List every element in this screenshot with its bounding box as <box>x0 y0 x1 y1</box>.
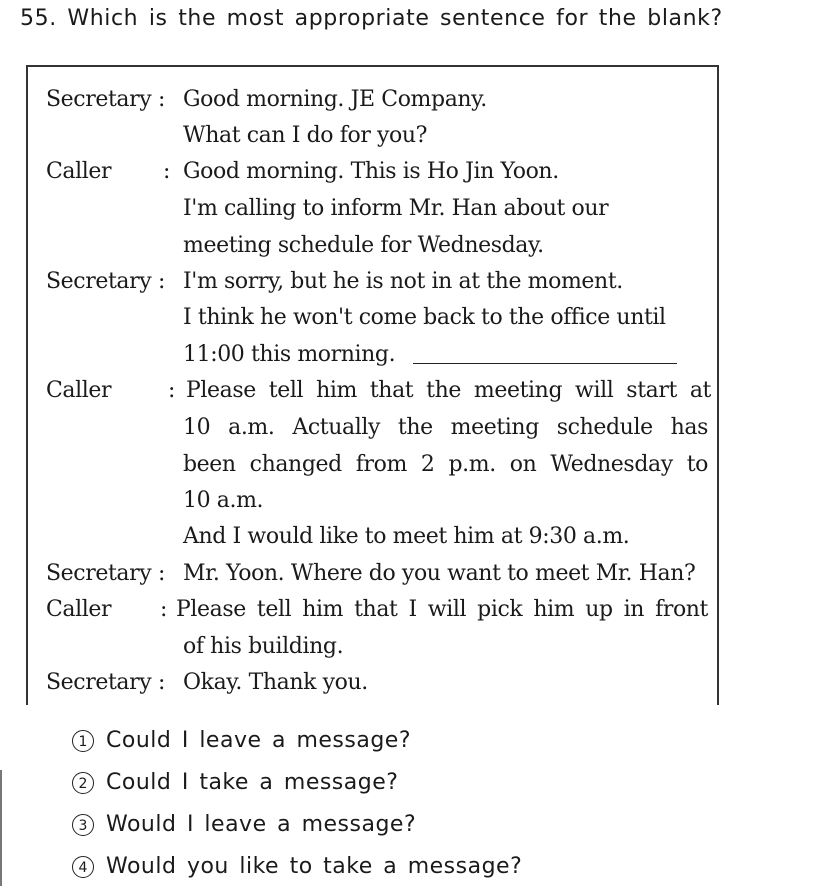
speaker-label: Caller <box>46 378 112 403</box>
choice-number: 1 <box>72 730 94 752</box>
speaker-label: Caller <box>46 159 112 184</box>
choice-number: 3 <box>72 814 94 836</box>
dialog-line: 11:00 this morning. <box>183 342 396 367</box>
dialog-line: Please tell him that the meeting will start at <box>186 378 711 403</box>
dialog-line: Please tell him that I will pick him up in front <box>176 597 708 622</box>
left-rule <box>0 770 2 886</box>
choice-3[interactable] <box>72 812 522 854</box>
speaker-colon: : <box>163 159 171 184</box>
answer-blank <box>413 363 677 364</box>
choice-number: 2 <box>72 772 94 794</box>
dialog-line: Mr. Yoon. Where do you want to meet Mr. Han? <box>183 561 696 586</box>
speaker-colon: : <box>168 378 176 403</box>
speaker-colon: : <box>158 269 166 294</box>
dialog-line: I'm sorry, but he is not in at the moment. <box>183 269 623 294</box>
dialog-line: meeting schedule for Wednesday. <box>183 233 544 258</box>
dialog-line: of his building. <box>183 634 344 659</box>
speaker-label: Secretary <box>46 87 152 112</box>
choice-4[interactable] <box>72 854 522 896</box>
choice-text: Would you like to take a message? <box>106 854 523 879</box>
dialog-box <box>26 65 719 705</box>
speaker-colon: : <box>158 87 166 112</box>
dialog-line: And I would like to meet him at 9:30 a.m. <box>183 524 630 549</box>
speaker-label: Secretary <box>46 561 152 586</box>
dialog-line: I'm calling to inform Mr. Han about our <box>183 196 609 221</box>
answer-choices <box>72 728 522 896</box>
dialog-line: What can I do for you? <box>183 123 428 148</box>
dialog-line: Okay. Thank you. <box>183 670 368 695</box>
speaker-label: Secretary <box>46 269 152 294</box>
choice-text: Would I leave a message? <box>106 812 417 837</box>
dialog-line: 10 a.m. <box>183 488 264 513</box>
dialog-line: Good morning. JE Company. <box>183 87 487 112</box>
dialog-line: I think he won't come back to the office until <box>183 305 666 330</box>
dialog-line: 10 a.m. Actually the meeting schedule has <box>183 415 708 440</box>
dialog-line: Good morning. This is Ho Jin Yoon. <box>183 159 559 184</box>
choice-1[interactable] <box>72 728 522 770</box>
dialog-line: been changed from 2 p.m. on Wednesday to <box>183 452 708 477</box>
choice-text: Could I take a message? <box>106 770 399 795</box>
question-text: 55. Which is the most appropriate sentence for the blank? <box>20 6 723 31</box>
speaker-colon: : <box>160 597 168 622</box>
speaker-label: Caller <box>46 597 112 622</box>
speaker-colon: : <box>158 561 166 586</box>
speaker-colon: : <box>158 670 166 695</box>
speaker-label: Secretary <box>46 670 152 695</box>
choice-2[interactable] <box>72 770 522 812</box>
choice-text: Could I leave a message? <box>106 728 412 753</box>
choice-number: 4 <box>72 856 94 878</box>
